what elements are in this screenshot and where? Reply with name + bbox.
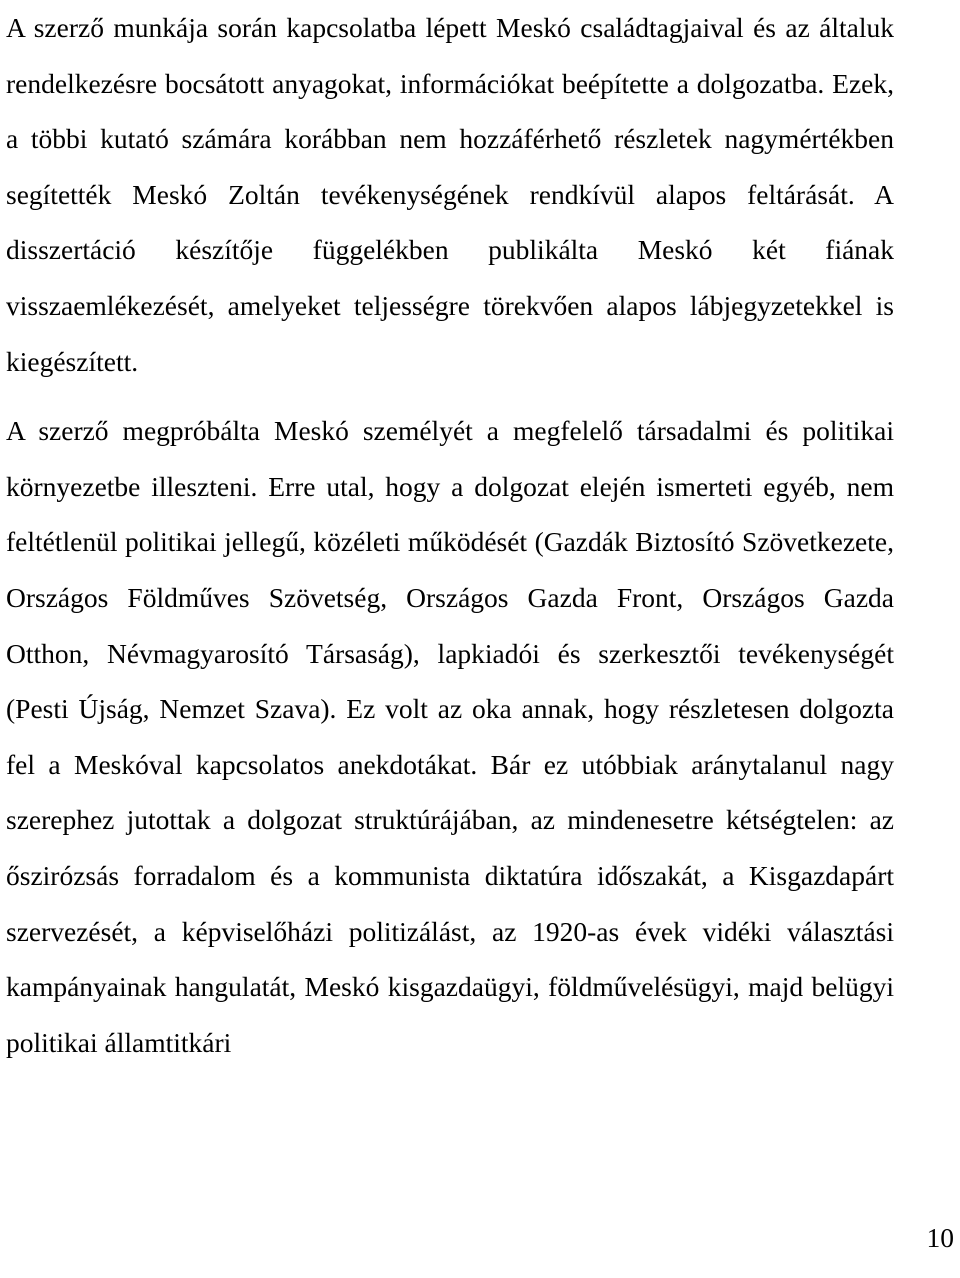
page-number: 10: [926, 1222, 954, 1253]
paragraph-context: A szerző megpróbálta Meskó személyét a megfelelő társadalmi és politikai környezetbe illeszteni. Erre utal, hogy a dolgozat elején ismerteti egyéb, nem feltétlenül politikai jellegű, közéleti működését (Gazdák Biztosító Szövetkezete, Országos Földműves Szövetség, Országos Gazda Front, Országos Gazda Otthon, Névmagyarosító Társaság), lapkiadói és szerkesztői tevékenységét (Pesti Újság, Nemzet Szava). Ez volt az oka annak, hogy részletesen dolgozta fel a Meskóval kapcsolatos anekdotákat. Bár ez utóbbiak aránytalanul nagy szerephez jutottak a dolgozat struktúrájában, az mindenesetre kétségtelen: az őszirózsás forradalom és a kommunista diktatúra időszakát, a Kisgazdapárt szervezését, a képviselőházi politizálást, az 1920-as évek vidéki választási kampányainak hangulatát, Meskó kisgazdaügyi, földművelésügyi, majd belügyi politikai államtitkári: [6, 415, 894, 1058]
document-body: [6, 0, 894, 1070]
paragraph-sources: A szerző munkája során kapcsolatba lépett Meskó családtagjaival és az általuk rendelkezésre bocsátott anyagokat, információkat beépítette a dolgozatba. Ezek, a többi kutató számára korábban nem hozzáférhető részletek nagymértékben segítették Meskó Zoltán tevékenységének rendkívül alapos feltárását. A disszertáció készítője függelékben publikálta Meskó két fiának visszaemlékezését, amelyeket teljességre törekvően alapos lábjegyzetekkel is kiegészített.: [6, 12, 894, 377]
